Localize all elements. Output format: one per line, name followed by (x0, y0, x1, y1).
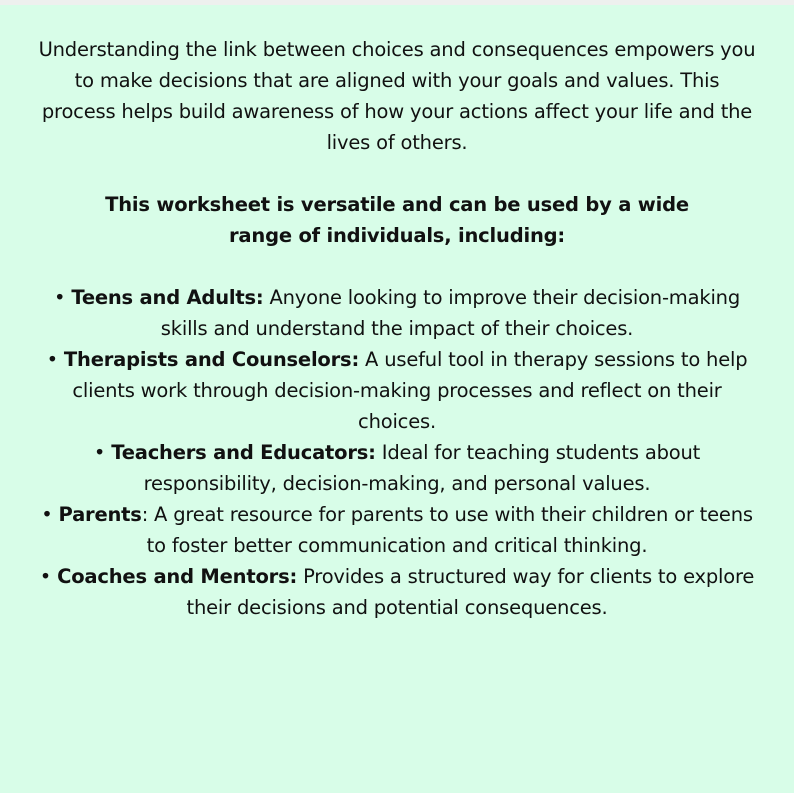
bullet: • (46, 348, 58, 371)
list-item (38, 561, 756, 623)
item-text: Anyone looking to improve their decision-making skills and understand the impact of their choices. (160, 286, 740, 340)
item-label: Parents (58, 503, 142, 526)
item-text: Provides a structured way for clients to explore their decisions and potential consequences. (186, 565, 755, 619)
audience-list (38, 282, 756, 623)
audience-heading: This worksheet is versatile and can be used by a wide range of individuals, including: (105, 193, 689, 247)
bullet: • (41, 503, 53, 526)
item-label: Therapists and Counselors: (63, 348, 360, 371)
list-item (38, 437, 756, 499)
bullet: • (39, 565, 52, 588)
bullet: • (93, 441, 106, 464)
top-strip (0, 0, 794, 5)
item-text: Ideal for teaching students about responsibility, decision-making, and personal values. (143, 441, 701, 495)
bullet: • (54, 286, 66, 309)
list-item (38, 499, 756, 561)
item-label: Teachers and Educators: (111, 441, 376, 464)
item-label: Coaches and Mentors: (57, 565, 298, 588)
list-item (38, 282, 756, 344)
document-body (38, 34, 756, 623)
item-text: A useful tool in therapy sessions to help clients work through decision-making processes and reflect on their choices. (72, 348, 748, 433)
item-label: Teens and Adults: (71, 286, 264, 309)
item-text: : A great resource for parents to use with their children or teens to foster better communication and critical thinking. (141, 503, 753, 557)
intro-paragraph: Understanding the link between choices and consequences empowers you to make decisions that are aligned with your goals and values. This process helps build awareness of how your actions affect your life and the lives of others. (38, 38, 756, 154)
list-item (38, 344, 756, 437)
